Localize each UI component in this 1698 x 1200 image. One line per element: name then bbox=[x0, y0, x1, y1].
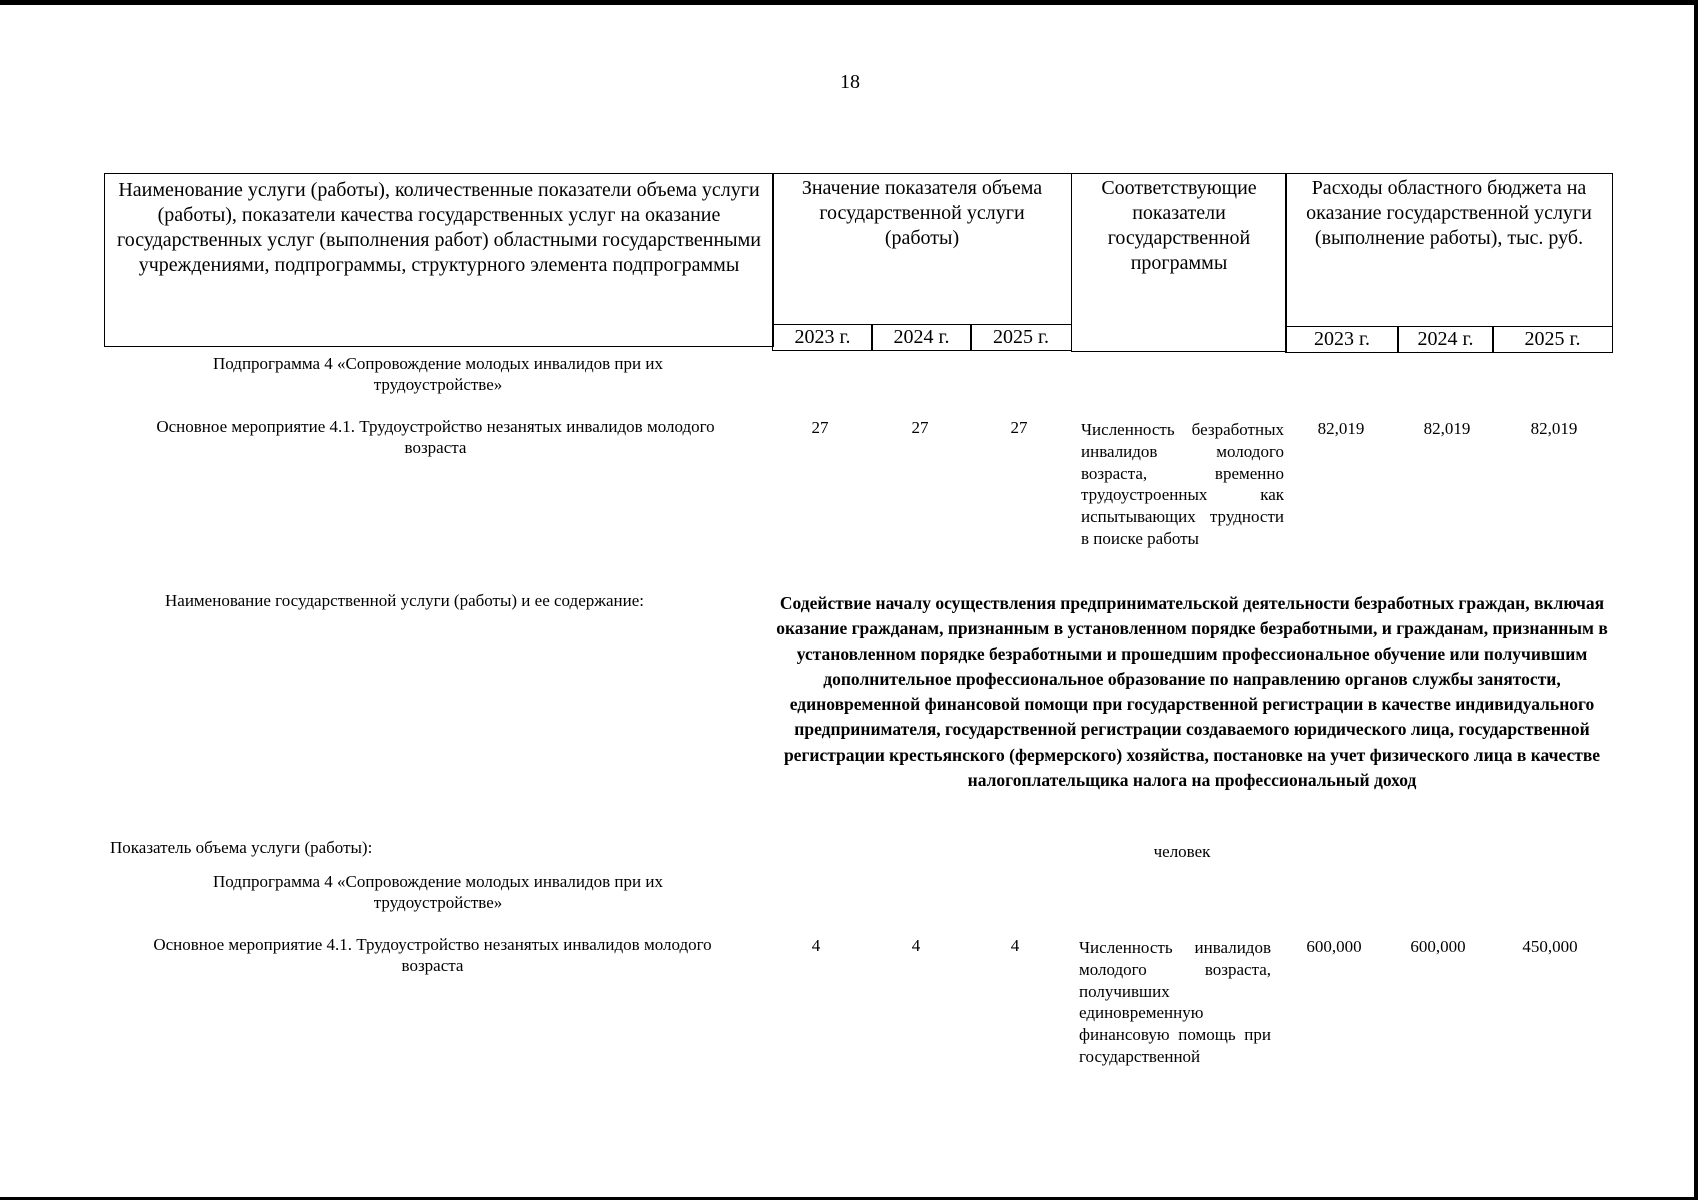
volume-value-2024: 27 bbox=[911, 418, 929, 437]
expense-value-2024: 82,019 bbox=[1423, 419, 1471, 438]
header-volume-year-2025: 2025 г. bbox=[970, 324, 1072, 351]
header-volume-year-2024: 2024 г. bbox=[871, 324, 972, 351]
main-activity-title-2: Основное мероприятие 4.1. Трудоустройство незанятых инвалидов молодого возраста bbox=[153, 935, 712, 975]
volume-value-2024-b2: 4 bbox=[911, 936, 921, 955]
header-service-name bbox=[104, 173, 774, 347]
scan-border-top bbox=[0, 0, 1698, 5]
header-volume-year-2023: 2023 г. bbox=[772, 324, 873, 351]
header-program-indicators-text: Соответствующие показатели государственной программы bbox=[1101, 177, 1257, 274]
program-indicator-text: Численность безработных инвалидов молодого возраста, временно трудоустроенных как испытывающих трудности в поиске работы bbox=[1081, 420, 1284, 548]
header-expense-year-2023: 2023 г. bbox=[1285, 326, 1399, 353]
header-expenses-text: Расходы областного бюджета на оказание государственной услуги (выполнение работы), тыс. руб. bbox=[1306, 177, 1592, 249]
scan-border-right bbox=[1694, 0, 1698, 1200]
expense-value-2025: 82,019 bbox=[1530, 419, 1578, 438]
volume-value-2023-b2: 4 bbox=[811, 936, 821, 955]
header-volume bbox=[772, 173, 1072, 325]
header-expense-year-2025: 2025 г. bbox=[1492, 326, 1613, 353]
subprogram-title-2: Подпрограмма 4 «Сопровождение молодых инвалидов при их трудоустройстве» bbox=[213, 872, 663, 912]
service-content: Содействие началу осуществления предпринимательской деятельности безработных граждан, включая оказание гражданам, признанным в установленном порядке безработными, и гражданам, признанным в установленном порядке безработными и прошедшим профессиональное обучение или получившим дополнительное профессиональное образование по направлению органов службы занятости, единовременной финансовой помощи при государственной регистрации в качестве индивидуального предпринимателя, государственной регистрации создаваемого юридического лица, государственной регистрации крестьянского (фермерского) хозяйства, постановке на учет физического лица в качестве налогоплательщика налога на профессиональный доход bbox=[776, 593, 1608, 791]
volume-unit: человек bbox=[1153, 842, 1211, 861]
header-expenses bbox=[1285, 173, 1613, 327]
header-volume-text: Значение показателя объема государственной услуги (работы) bbox=[801, 177, 1043, 249]
header-expense-year-2024: 2024 г. bbox=[1397, 326, 1494, 353]
program-indicator-text-2: Численность инвалидов молодого возраста, получивших единовременную финансовую помощь при государственной bbox=[1079, 938, 1271, 1066]
volume-value-2025: 27 bbox=[1010, 418, 1028, 437]
expense-value-2023: 82,019 bbox=[1317, 419, 1365, 438]
volume-value-2025-b2: 4 bbox=[1010, 936, 1020, 955]
main-activity-title: Основное мероприятие 4.1. Трудоустройство незанятых инвалидов молодого возраста bbox=[156, 417, 715, 457]
expense-value-2023-b2: 600,000 bbox=[1306, 937, 1362, 956]
volume-indicator-label: Показатель объема услуги (работы): bbox=[110, 838, 373, 857]
subprogram-title: Подпрограмма 4 «Сопровождение молодых инвалидов при их трудоустройстве» bbox=[213, 354, 663, 394]
page-number: 18 bbox=[840, 71, 860, 93]
volume-value-2023: 27 bbox=[811, 418, 829, 437]
header-service-name-text: Наименование услуги (работы), количественные показатели объема услуги (работы), показатели качества государственных услуг на оказание государственных услуг (выполнения работ) областными государственными учреждениями, подпрограммы, структурного элемента подпрограммы bbox=[117, 179, 761, 276]
expense-value-2024-b2: 600,000 bbox=[1410, 937, 1466, 956]
header-program-indicators bbox=[1071, 173, 1287, 352]
expense-value-2025-b2: 450,000 bbox=[1522, 937, 1578, 956]
service-name-label: Наименование государственной услуги (работы) и ее содержание: bbox=[165, 591, 645, 610]
